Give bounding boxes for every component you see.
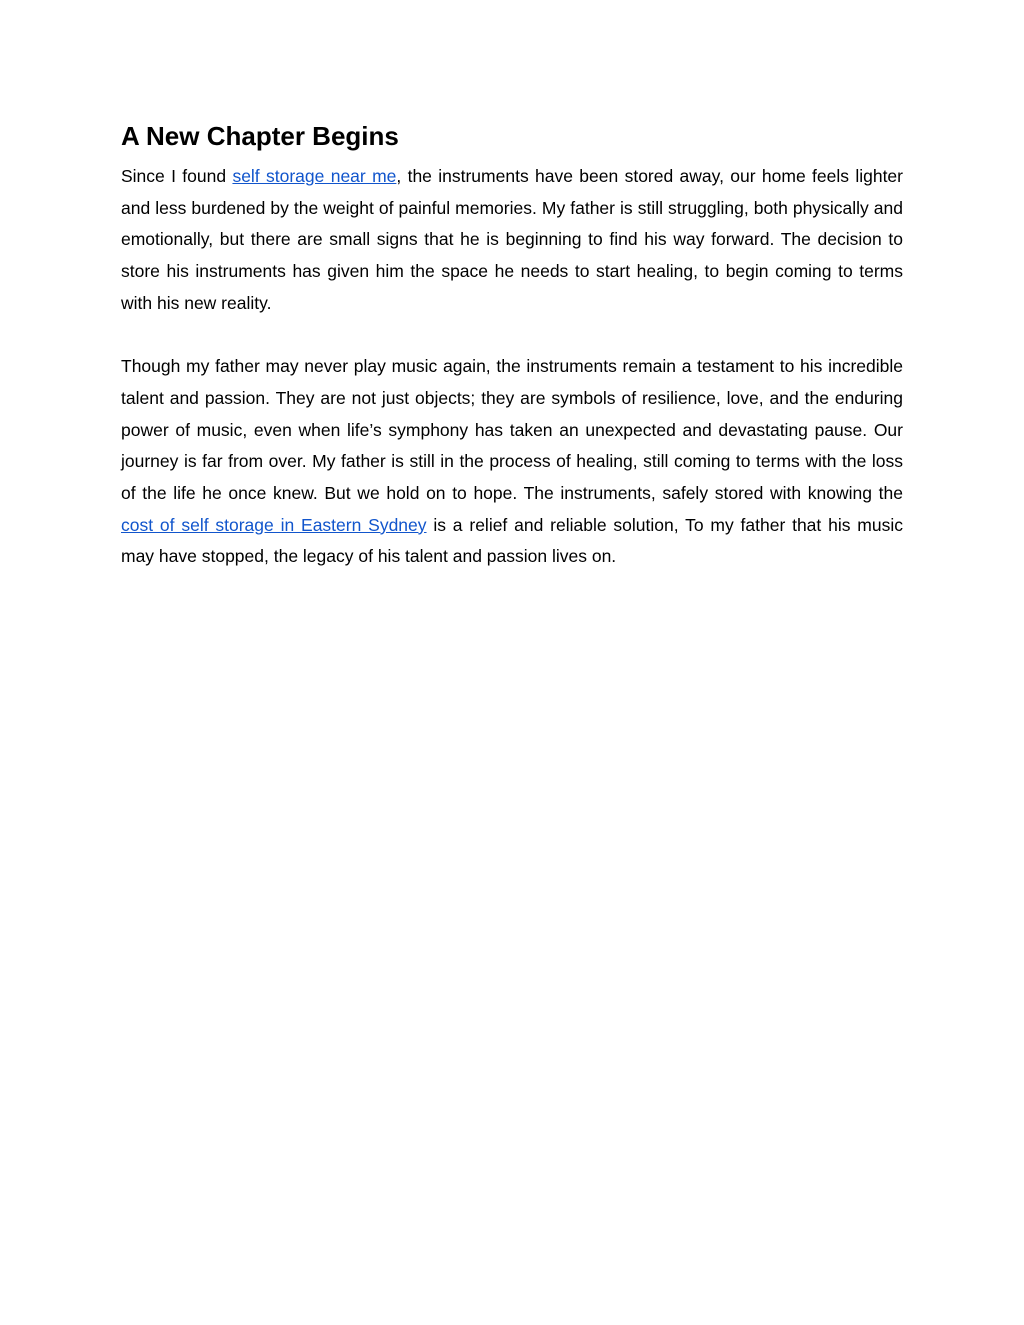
self-storage-near-me-link[interactable]: self storage near me [232, 166, 397, 186]
paragraph-1 [121, 161, 903, 320]
paragraph-2-text-start: Though my father may never play music again, the instruments remain a testament to his incredible talent and passion. They are not just objects; they are symbols of resilience, love, and the enduring power of music, even when life’s symphony has taken an unexpected and devastating pause. Our journey is far from over. My father is still in the process of healing, still coming to terms with the loss of the life he once knew. But we hold on to hope. The instruments, safely stored with knowing the [121, 356, 903, 504]
cost-of-self-storage-link[interactable]: cost of self storage in Eastern Sydney [121, 514, 427, 535]
paragraph-2 [121, 351, 903, 573]
paragraph-1-text-end: , the instruments have been stored away, our home feels lighter and less burdened by the weight of painful memories. My father is still struggling, both physically and emotionally, but there are small signs that he is beginning to find his way forward. The decision to store his instruments has given him the space he needs to start healing, to begin coming to terms with his new reality. [121, 166, 903, 313]
section-heading: A New Chapter Begins [121, 121, 399, 151]
paragraph-1-text-start: Since I found [121, 166, 233, 186]
document-page [121, 119, 903, 573]
paragraph-2-text-end: is a relief and reliable solution, To my father that his music may have stopped, the legacy of his talent and passion lives on. [121, 514, 903, 567]
